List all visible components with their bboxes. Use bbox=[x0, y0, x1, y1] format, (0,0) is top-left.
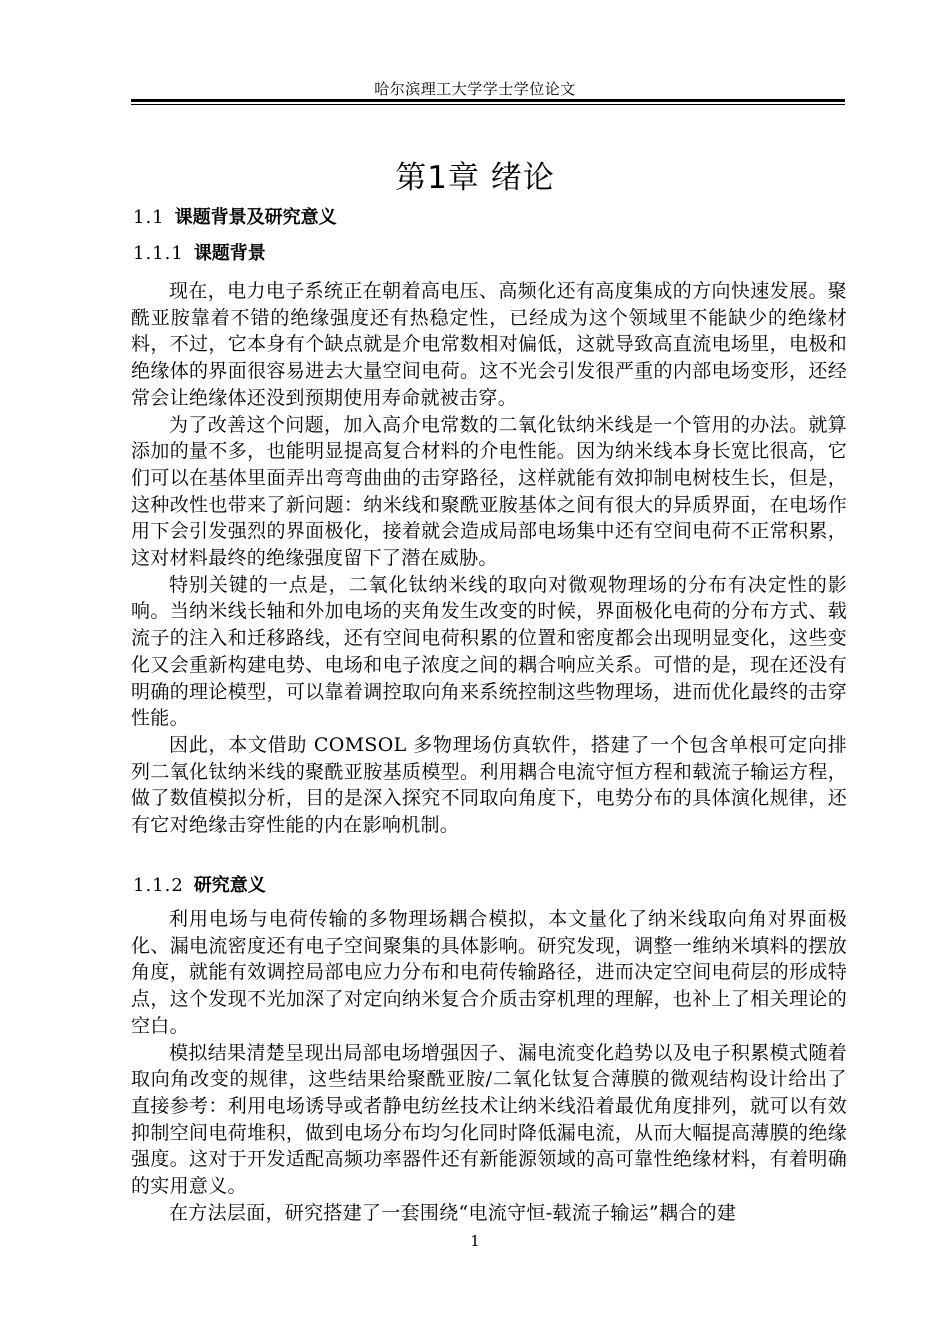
section-body-1-1-1 bbox=[131, 278, 847, 839]
paragraph: 因此，本文借助 COMSOL 多物理场仿真软件，搭建了一个包含单根可定向排列二氧化钛纳米线的聚酰亚胺基质模型。利用耦合电流守恒方程和载流子输运方程，做了数值模拟分析，目的是深入探究不同取向角度下，电势分布的具体演化规律，还有它对绝缘击穿性能的内在影响机制。 bbox=[131, 733, 847, 837]
page-number: 1 bbox=[470, 1232, 480, 1250]
paragraph: 利用电场与电荷传输的多物理场耦合模拟，本文量化了纳米线取向角对界面极化、漏电流密度还有电子空间聚集的具体影响。研究发现，调整一维纳米填料的摆放角度，就能有效调控局部电应力分布和电荷传输路径，进而决定空间电荷层的形成特点，这个发现不光加深了对定向纳米复合介质击穿机理的理解，也补上了相关理论的空白。 bbox=[131, 908, 847, 1037]
running-header: 哈尔滨理工大学学士学位论文 bbox=[374, 80, 576, 98]
header-rule bbox=[131, 99, 845, 102]
section-title: 课题背景 bbox=[193, 243, 266, 264]
paragraph: 模拟结果清楚呈现出局部电场增强因子、漏电流变化趋势以及电子积累模式随着取向角改变的规律，这些结果给聚酰亚胺/二氧化钛复合薄膜的微观结构设计给出了直接参考：利用电场诱导或者静电纺丝技术让纳米线沿着最优角度排列，就可以有效抑制空间电荷堆积，做到电场分布均匀化同时降低漏电流，从而大幅提高薄膜的绝缘强度。这对于开发适配高频功率器件还有新能源领域的高可靠性绝缘材料，有着明确的实用意义。 bbox=[131, 1041, 847, 1198]
section-number: 1.1.2 bbox=[133, 875, 184, 896]
section-heading-1-1-1 bbox=[133, 242, 266, 266]
paragraph: 现在，电力电子系统正在朝着高电压、高频化还有高度集成的方向快速发展。聚酰亚胺靠着不错的绝缘强度还有热稳定性，已经成为这个领域里不能缺少的绝缘材料，不过，它本身有个缺点就是介电常数相对偏低，这就导致高直流电场里，电极和绝缘体的界面很容易进去大量空间电荷。这不光会引发很严重的内部电场变形，还经常会让绝缘体还没到预期使用寿命就被击穿。 bbox=[131, 280, 847, 409]
paragraph: 为了改善这个问题，加入高介电常数的二氧化钛纳米线是一个管用的办法。就算添加的量不多，也能明显提高复合材料的介电性能。因为纳米线本身长宽比很高，它们可以在基体里面弄出弯弯曲曲的击穿路径，这样就能有效抑制电树枝生长，但是，这种改性也带来了新问题：纳米线和聚酰亚胺基体之间有很大的异质界面，在电场作用下会引发强烈的界面极化，接着就会造成局部电场集中还有空间电荷不正常积累，这对材料最终的绝缘强度留下了潜在威胁。 bbox=[131, 413, 847, 570]
section-title: 研究意义 bbox=[193, 875, 266, 896]
section-number: 1.1.1 bbox=[133, 243, 184, 264]
section-heading-1-1-2 bbox=[133, 874, 266, 898]
section-title: 课题背景及研究意义 bbox=[174, 207, 337, 228]
section-body-1-1-2 bbox=[131, 906, 847, 1226]
chapter-title: 第1章 绪论 bbox=[395, 160, 555, 196]
section-number: 1.1 bbox=[133, 207, 165, 228]
section-heading-1-1 bbox=[133, 206, 337, 230]
paragraph: 特别关键的一点是，二氧化钛纳米线的取向对微观物理场的分布有决定性的影响。当纳米线长轴和外加电场的夹角发生改变的时候，界面极化电荷的分布方式、载流子的注入和迁移路线，还有空间电荷积累的位置和密度都会出现明显变化，这些变化又会重新构建电势、电场和电子浓度之间的耦合响应关系。可惜的是，现在还没有明确的理论模型，可以靠着调控取向角来系统控制这些物理场，进而优化最终的击穿性能。 bbox=[131, 573, 847, 730]
header-rule-thin bbox=[131, 104, 845, 105]
paragraph: 在方法层面，研究搭建了一套围绕“电流守恒-载流子输运”耦合的建 bbox=[169, 1201, 737, 1224]
